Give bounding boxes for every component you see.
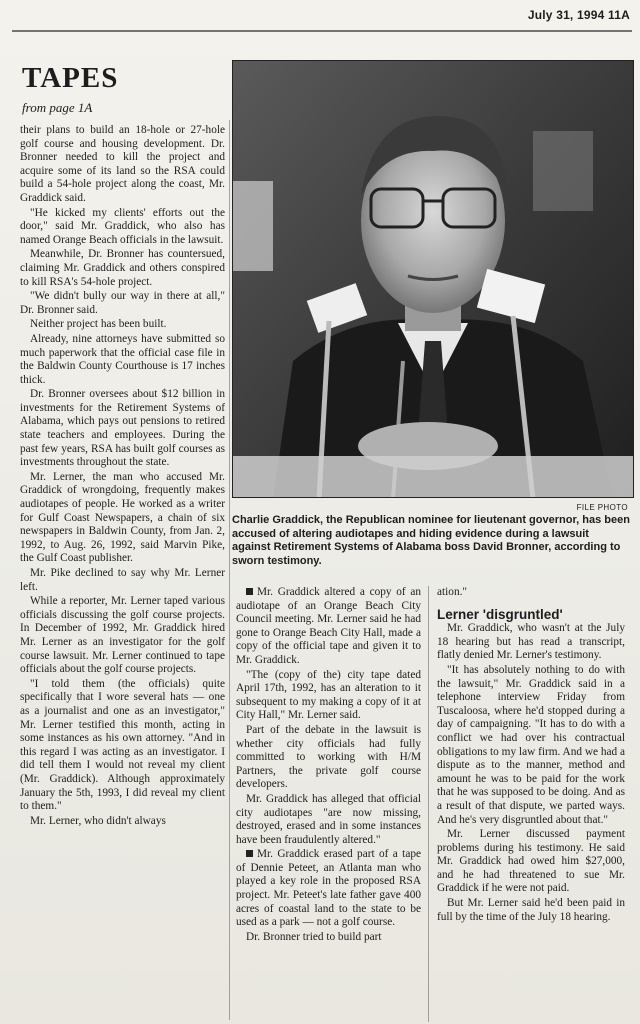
paragraph: their plans to build an 18-hole or 27-hole golf course and housing development. Dr. Bronner needed to kill the project and acquire some of its land so the RSA could build a 54-hole project along the coast, Mr. Graddick said. [20,124,225,204]
column-rule [229,120,230,1020]
bullet-square-icon [246,850,253,857]
paragraph: Already, nine attorneys have submitted so much paperwork that the official case file in the Baldwin County Courthouse is 17 inches thick. [20,332,225,386]
paragraph: Mr. Lerner, who didn't always [30,814,166,827]
paragraph: Mr. Graddick, who wasn't at the July 18 hearing but has read a transcript, flatly denied Mr. Lerner's testimony. [437,622,625,662]
paragraph: ation." [437,586,468,598]
portrait-illustration [233,61,634,498]
paragraph: Mr. Lerner, the man who accused Mr. Graddick of wrongdoing, frequently makes audiotapes of people. He worked as a writer for Gulf Coast Newspapers, a chain of six newspapers in Baldwin County, from Jan. 2, 1992, to Aug. 26, 1992, said Marvin Pike, the Gulf Coast publisher. [20,470,225,565]
bullet-square-icon [246,588,253,595]
photo-caption: Charlie Graddick, the Republican nominee for lieutenant governor, has been accused of altering audiotapes and hiding evidence during a lawsuit against Retirement Systems of Alabama boss David Bronner, according to sworn testimony. [232,514,630,567]
column-rule [428,586,429,1022]
paragraph: While a reporter, Mr. Lerner taped various officials discussing the golf course projects. In December of 1992, Mr. Graddick hired Mr. Lerner as an investigator for the golf course lawsuit. Mr. Lerner continued to tape officials about the golf course projects. [20,595,225,676]
paragraph: Mr. Graddick has alleged that official city audiotapes "are now missing, destroyed, erased and in some instances have been fraudulently altered." [236,792,421,846]
photo-credit: FILE PHOTO [576,503,628,512]
bullet-paragraph [236,848,421,930]
paragraph: Mr. Pike declined to say why Mr. Lerner left. [20,567,225,593]
paragraph: "I told them (the officials) quite specifically that I wore several hats — one as a journalist and one as an investigator," Mr. Lerner testified this month, acting in some instances as his own attorney. "And in this regard I was acting as an investigator. I did tell them I would not reveal my client (Mr. Graddick). Although approximately January the 5th, 1993, I did reveal my client to them." [20,677,225,813]
paragraph: Dr. Bronner tried to build part [246,930,382,943]
paragraph: "We didn't bully our way in there at all," Dr. Bronner said. [20,290,225,316]
paragraph: Dr. Bronner oversees about $12 billion in investments for the Retirement Systems of Alabama, which pays out pensions to retired state teachers and employees. During the past few years, RSA has built golf courses as investments throughout the state. [20,388,225,469]
news-photo [232,60,634,498]
story-jump-line: from page 1A [22,100,93,115]
bullet-paragraph [236,586,421,668]
article-column-1 [20,124,225,1024]
paragraph: Mr. Lerner discussed payment problems during his testimony. He said Mr. Graddick had owed him $27,000, and he had threatened to sue Mr. Graddick if he were not paid. [437,828,625,895]
paragraph: Meanwhile, Dr. Bronner has countersued, claiming Mr. Graddick and others conspired to kill RSA's 54-hole project. [20,248,225,288]
paragraph: Neither project has been built. [30,318,167,331]
story-kicker: TAPES [22,62,119,94]
paragraph-text: Mr. Graddick erased part of a tape of Dennie Peteet, an Atlanta man who played a key role in the proposed RSA project. Mr. Peteet's late father gave 400 acres of coastal land to the state to be used as a park — not a golf course. [236,848,421,929]
article-column-3 [437,586,625,1024]
paragraph: Part of the debate in the lawsuit is whether city officials had fully committed to working with H/M Partners, the private golf course developers. [236,723,421,791]
section-subhead: Lerner 'disgruntled' [437,606,563,622]
page-date-folio: July 31, 1994 11A [527,8,630,22]
paragraph-text: Mr. Graddick altered a copy of an audiotape of an Orange Beach City Council meeting. Mr. Lerner said he had gone to Orange Beach City Hall, made a copy of the official tape and given it to Mr. Graddick. [236,586,421,666]
article-column-2 [236,586,421,1024]
paragraph: "He kicked my clients' efforts out the door," said Mr. Graddick, who also has named Orange Beach officials in the lawsuit. [20,206,225,246]
paragraph: "It has absolutely nothing to do with the lawsuit," Mr. Graddick said in a telephone interview Friday from Tuscaloosa, where he'd stopped during a day of campaigning. "It has to do with a conflict we had over his contractual obligations to my law firm. And we had a dispute as to the manner, method and amount he was to be paid for the work that he was supposed to be doing. And as a result of that dispute, we parted ways. And he's very disgruntled about that." [437,663,625,826]
paragraph: But Mr. Lerner said he'd been paid in full by the time of the July 18 hearing. [437,897,625,923]
paragraph: "The (copy of the) city tape dated April 17th, 1992, has an alteration to it subsequent to my making a copy of it at City Hall," Mr. Lerner said. [236,668,421,722]
header-rule [12,30,632,32]
